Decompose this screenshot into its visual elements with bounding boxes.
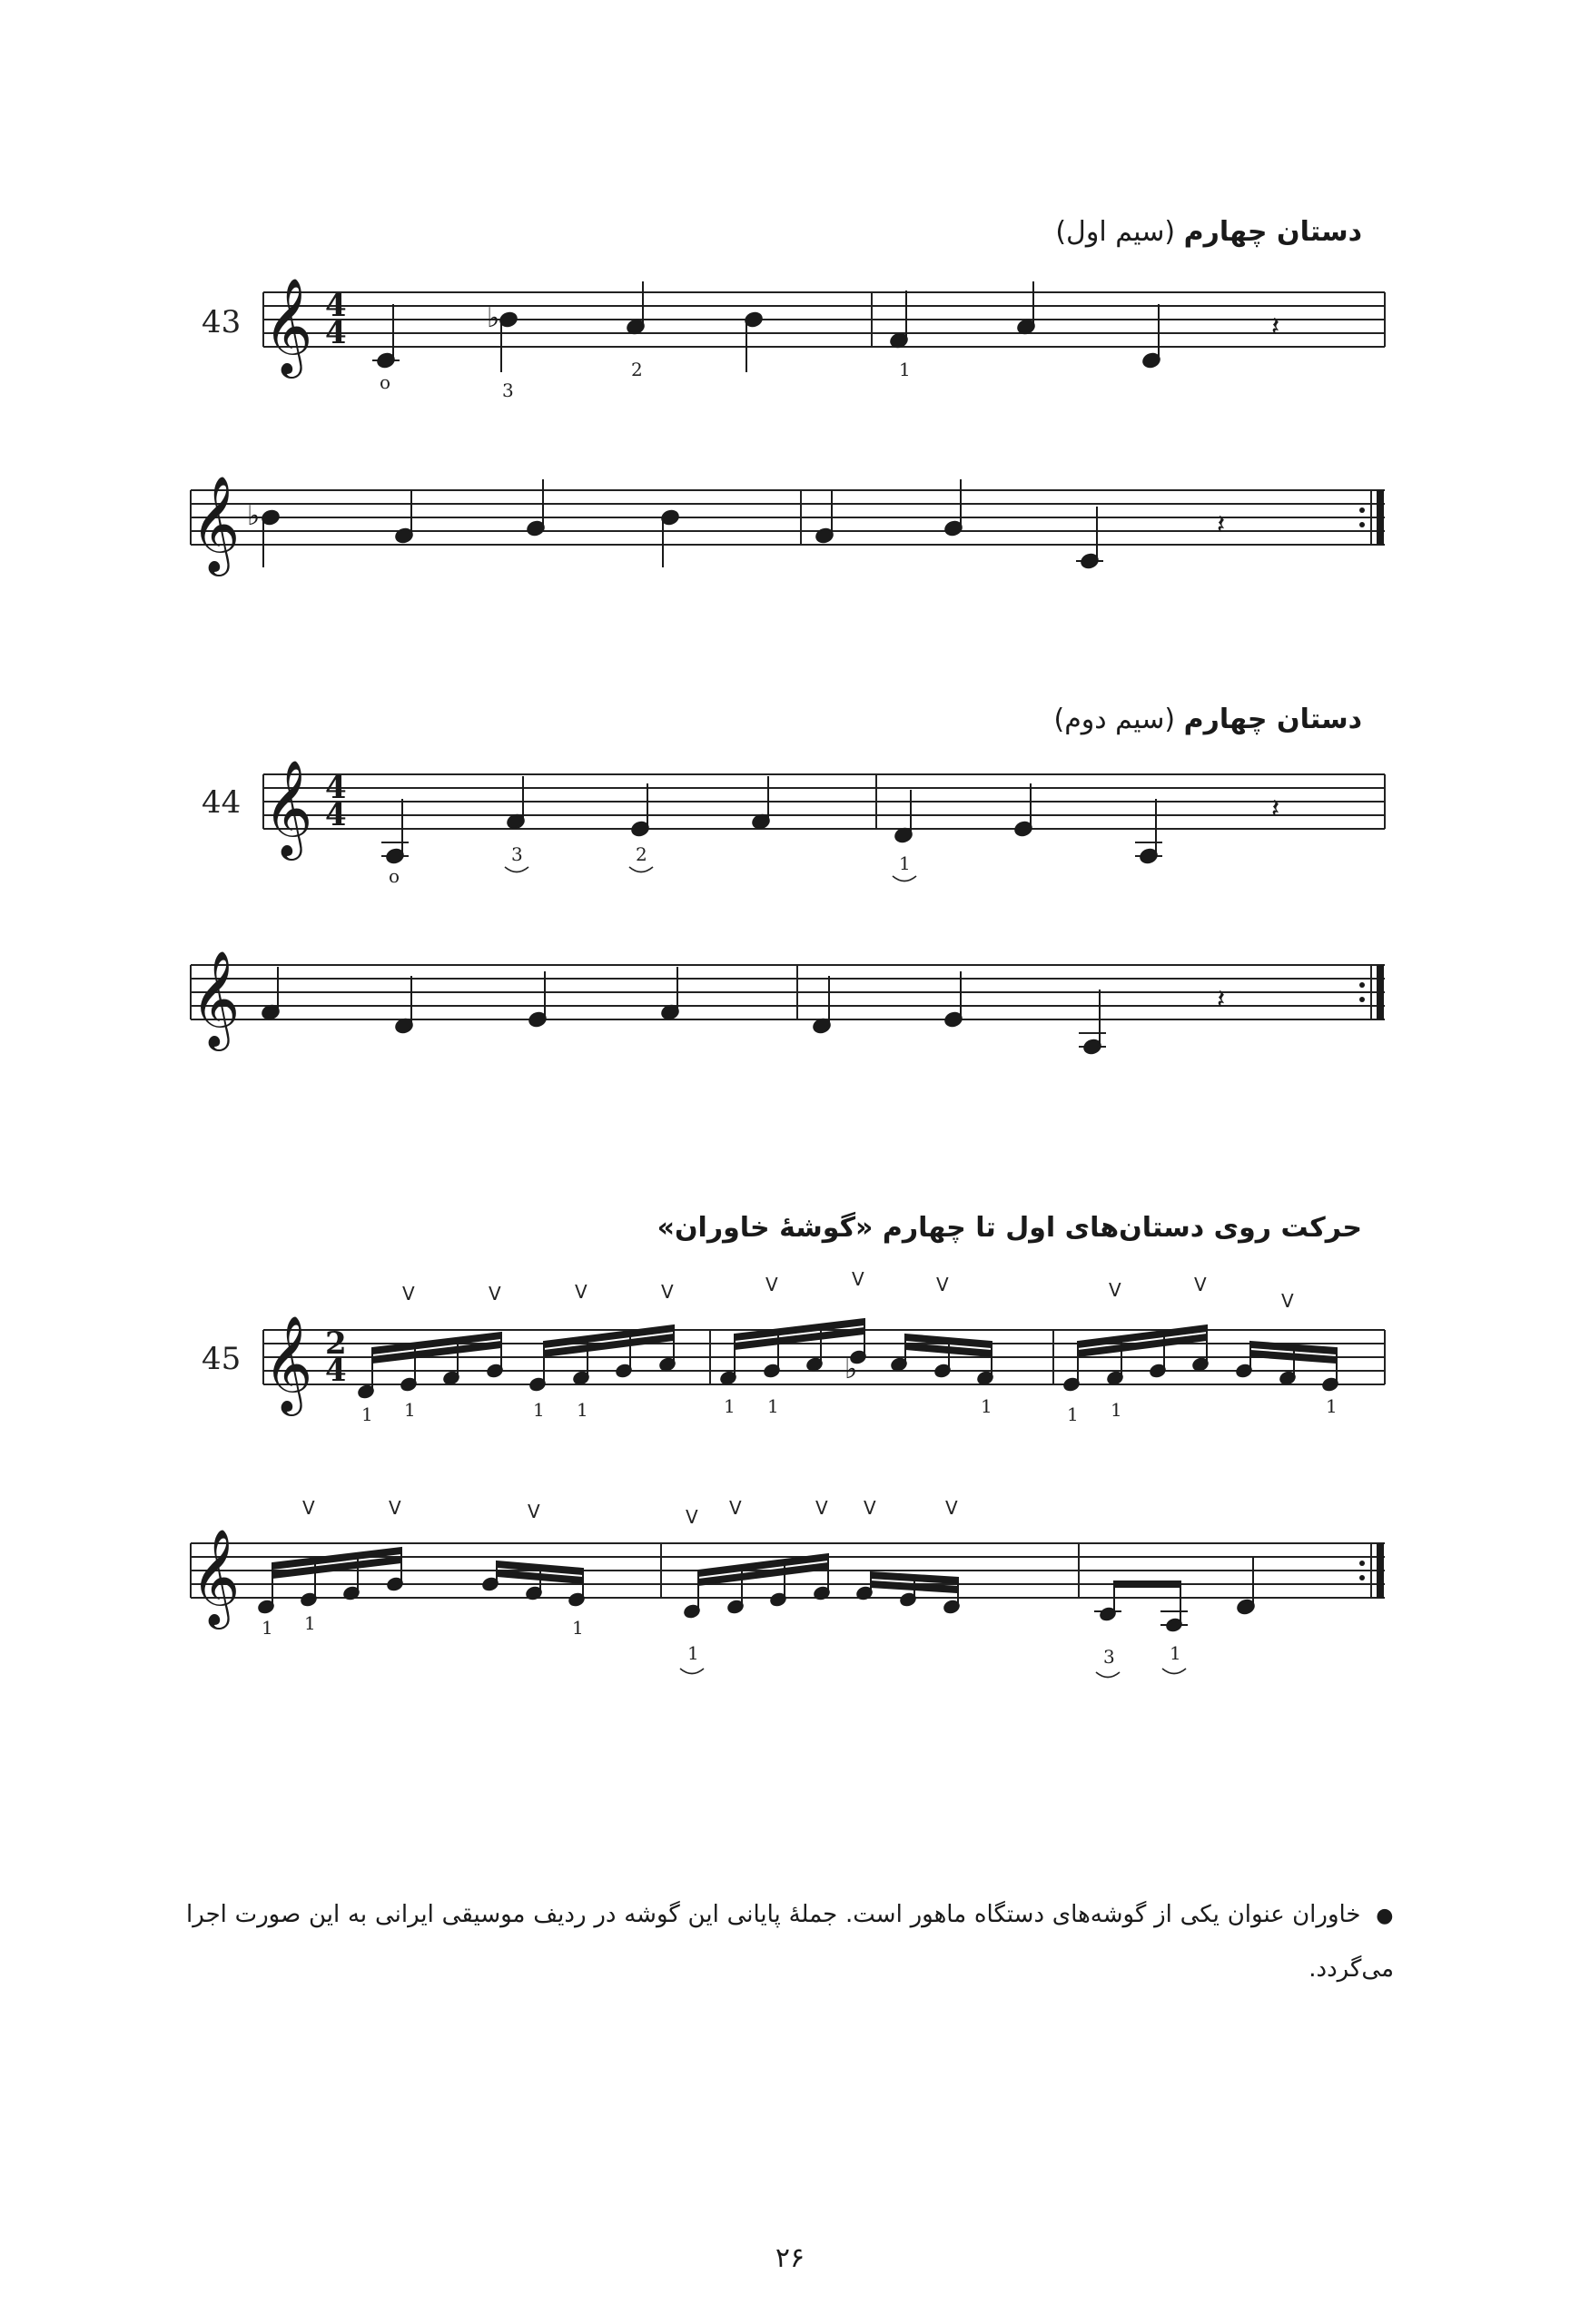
exercise-number-44: 44 — [202, 784, 242, 821]
fingering-label: 1 — [404, 1399, 416, 1421]
staff-43-line-2 — [191, 475, 1385, 576]
bow-up-mark: V — [765, 1274, 778, 1295]
bow-up-mark: V — [402, 1283, 415, 1305]
bow-up-mark: V — [1109, 1279, 1121, 1301]
staff-45-line-1 — [202, 1268, 1385, 1425]
page-number: ۲۶ — [775, 2242, 805, 2274]
treble-clef-icon: 𝄞 — [263, 277, 313, 374]
exercise-number-43: 43 — [202, 304, 242, 340]
bow-up-mark: V — [852, 1268, 864, 1290]
fingering-label: 1 — [1326, 1395, 1338, 1417]
fingering-label: 3 — [1103, 1646, 1115, 1668]
bow-up-mark: V — [389, 1497, 401, 1519]
staff-45-line-2 — [191, 1497, 1385, 1678]
open-string-icon: o — [389, 865, 400, 887]
time-signature-top: 2 — [325, 1325, 347, 1362]
section-44-heading-main: دستان چهارم — [1183, 704, 1362, 735]
fingering-label: 1 — [899, 359, 911, 380]
fingering-label: 1 — [361, 1403, 373, 1425]
slur — [1096, 1672, 1120, 1678]
bow-up-mark: V — [302, 1497, 315, 1519]
staff-44-line-1 — [202, 759, 1385, 887]
bow-up-mark: V — [575, 1281, 588, 1303]
open-string-icon: o — [380, 371, 391, 393]
time-signature-bottom: 4 — [325, 1353, 347, 1389]
sixteenth-beam-group — [357, 1268, 1338, 1425]
fingering-label: 1 — [572, 1617, 584, 1639]
bow-up-mark: V — [815, 1497, 828, 1519]
time-signature-bottom: 4 — [325, 797, 347, 833]
treble-clef-icon: 𝄞 — [191, 475, 241, 572]
time-signature-top: 4 — [325, 770, 347, 806]
bow-up-mark: V — [1194, 1274, 1207, 1295]
bow-up-mark: V — [661, 1281, 674, 1303]
fingering-label: 1 — [577, 1399, 588, 1421]
quarter-rest-icon: 𝄽 — [1271, 793, 1280, 825]
fingering-label: 1 — [687, 1642, 699, 1664]
slur — [1162, 1669, 1186, 1674]
sixteenth-beam-group — [257, 1497, 1255, 1678]
fingering-label: 1 — [1111, 1399, 1122, 1421]
bow-up-mark: V — [686, 1506, 698, 1528]
fingering-label: 1 — [767, 1395, 779, 1417]
flat-icon: ♭ — [844, 1354, 858, 1385]
section-44-heading-sub: (سیم دوم) — [1053, 704, 1176, 735]
time-signature-bottom: 4 — [325, 315, 347, 351]
fingering-label: 1 — [1067, 1403, 1079, 1425]
staff-44-line-2 — [191, 950, 1385, 1056]
staff-43-line-1 — [202, 277, 1385, 401]
fingering-label: 2 — [631, 359, 643, 380]
section-43-heading-sub: (سیم اول) — [1055, 216, 1176, 248]
flat-icon: ♭ — [487, 302, 500, 334]
fingering-label: 1 — [304, 1612, 316, 1634]
fingering-label: 1 — [262, 1617, 273, 1639]
beam — [1114, 1581, 1180, 1587]
treble-clef-icon: 𝄞 — [263, 759, 313, 856]
bow-up-mark: V — [489, 1283, 501, 1305]
fingering-label: 2 — [636, 843, 647, 865]
fingering-label: 1 — [1170, 1642, 1181, 1664]
footnote — [186, 1888, 1394, 1995]
fingering-label: 3 — [502, 379, 514, 401]
fingering-label: 1 — [533, 1399, 545, 1421]
slur — [680, 1669, 704, 1674]
bow-up-mark: V — [528, 1501, 540, 1522]
section-45-heading-main: حرکت روی دستان‌های اول تا چهارم «گوشهٔ خاوران» — [657, 1212, 1362, 1244]
bow-up-mark: V — [945, 1497, 958, 1519]
time-signature-top: 4 — [325, 288, 347, 324]
quarter-rest-icon: 𝄽 — [1217, 509, 1226, 541]
quarter-rest-icon: 𝄽 — [1217, 984, 1226, 1016]
bow-up-mark: V — [1281, 1290, 1294, 1312]
treble-clef-icon: 𝄞 — [263, 1315, 313, 1412]
bow-up-mark: V — [936, 1274, 949, 1295]
bow-up-mark: V — [729, 1497, 742, 1519]
treble-clef-icon: 𝄞 — [191, 950, 241, 1047]
fingering-label: 1 — [724, 1395, 736, 1417]
treble-clef-icon: 𝄞 — [191, 1528, 241, 1625]
footnote-text: خاوران عنوان یکی از گوشه‌های دستگاه ماهور است. جملهٔ پایانی این گوشه در ردیف موسیقی ایرانی به این صورت اجرا می‌گردد. — [186, 1901, 1394, 1983]
fingering-label: 1 — [981, 1395, 992, 1417]
flat-icon: ♭ — [247, 500, 261, 532]
exercise-number-45: 45 — [202, 1341, 242, 1377]
bullet-icon: ● — [1376, 1905, 1394, 1927]
section-43-heading-main: دستان چهارم — [1183, 216, 1362, 248]
bow-up-mark: V — [864, 1497, 876, 1519]
fingering-label: 3 — [511, 843, 523, 865]
slur-marks — [680, 1669, 1186, 1678]
quarter-rest-icon: 𝄽 — [1271, 311, 1280, 343]
fingering-label: 1 — [899, 852, 911, 874]
